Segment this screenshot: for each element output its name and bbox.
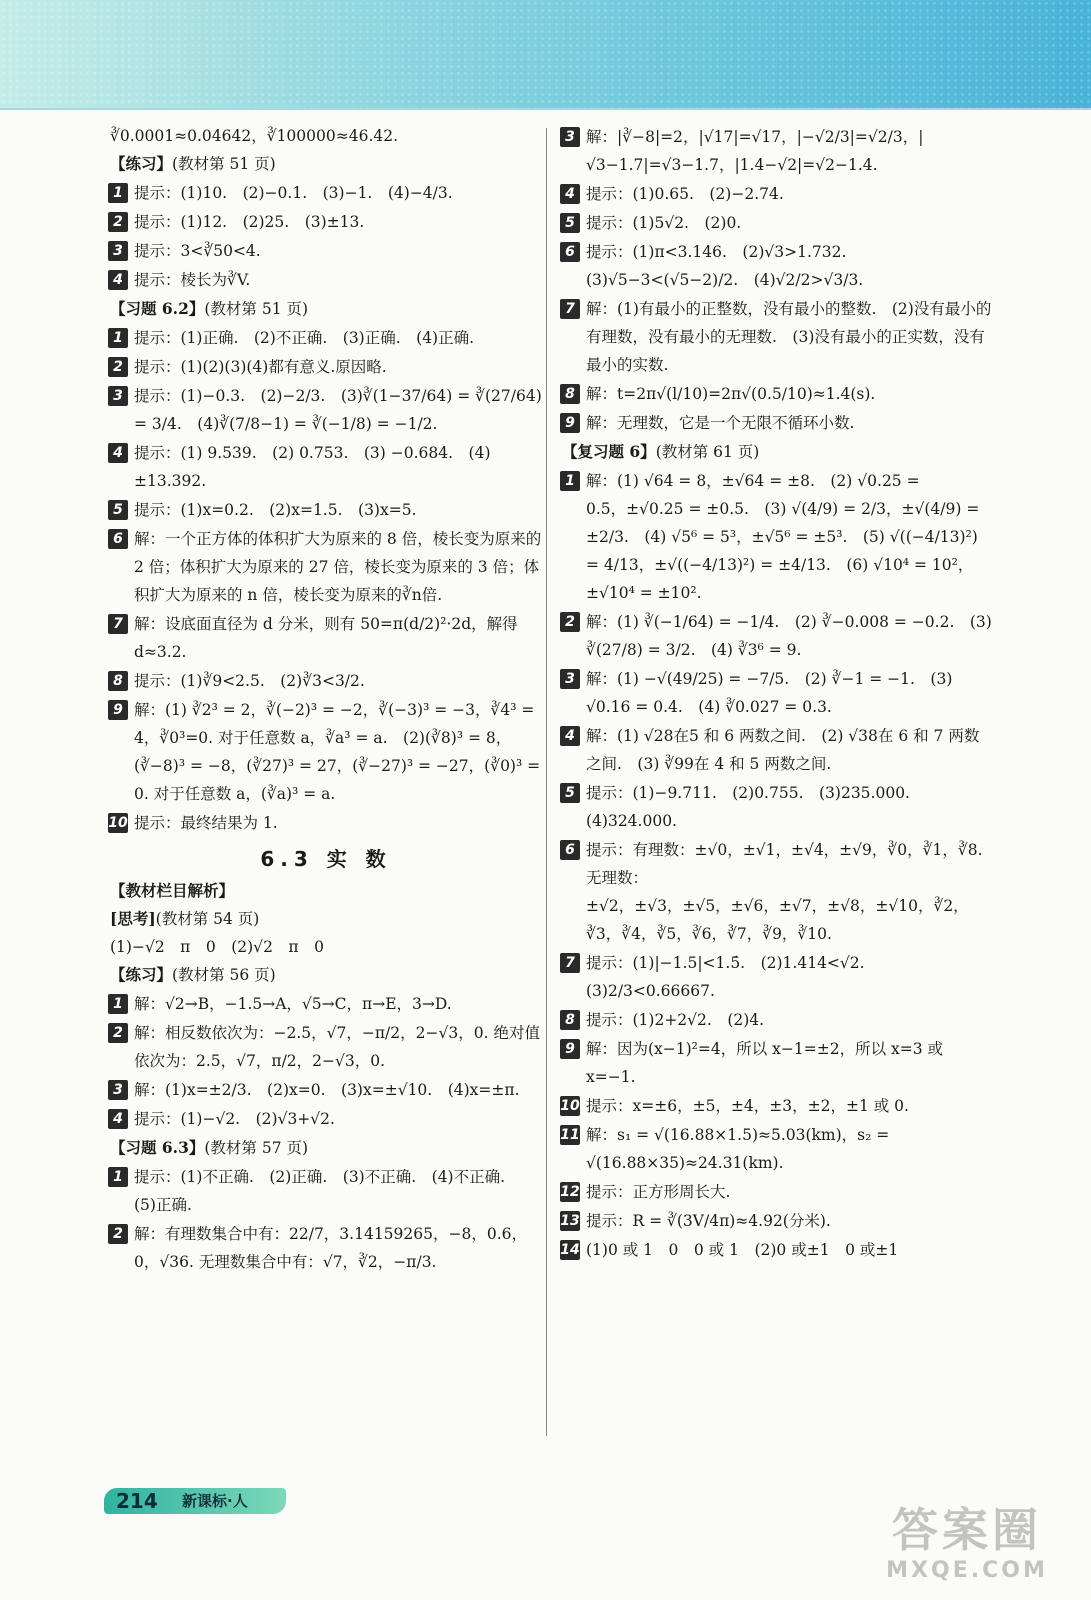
item-number-badge: 12 [560, 1184, 580, 1200]
watermark [857, 1502, 1077, 1592]
answer-item [562, 836, 992, 948]
answer-item [562, 1207, 992, 1235]
item-text: 提示：(1)−√2. (2)√3+√2. [134, 1110, 335, 1128]
item-text: 提示：(1)12. (2)25. (3)±13. [134, 213, 365, 231]
section-heading-label: 【练习】 [110, 154, 173, 173]
item-text: (1)0 或 1 0 0 或 1 (2)0 或±1 0 或±1 [586, 1241, 899, 1259]
item-number-badge: 4 [108, 270, 128, 290]
item-text: 解：|∛−8|=2，|√17|=√17，|−√2/3|=√2/3，|√3−1.7|=√3−1.7，|1.4−√2|=√2−1.4. [586, 128, 924, 174]
item-number-badge: 9 [108, 700, 128, 720]
answer-item [562, 209, 992, 237]
answer-item [110, 266, 542, 294]
answer-item [110, 1105, 542, 1133]
answer-item [110, 990, 542, 1018]
item-text: 解：(1) √28在5 和 6 两数之间. (2) √38在 6 和 7 两数之间. (3) ∛99在 4 和 5 两数之间. [586, 727, 980, 773]
section-heading-source: (教材第 56 页) [172, 966, 276, 984]
answer-item [110, 1019, 542, 1075]
item-text: 提示：(1)|−1.5|<1.5̇. (2)1.414<√2. (3)2/3<0.66667. [586, 954, 881, 1000]
section-heading-source: (教材第 57 页) [204, 1139, 309, 1157]
item-text: 提示：有理数：±√0，±√1，±√4，±√9，∛0，∛1，∛8. 无理数：±√2，±√3，±√5，±√6，±√7，±√8，±√10，∛2，∛3，∛4，∛5，∛6，∛7，∛9，∛10. [586, 841, 983, 943]
right-column [562, 122, 992, 1265]
answer-item [562, 295, 992, 379]
item-text: 解：(1) √64 = 8，±√64 = ±8. (2) √0.25 = 0.5，±√0.25 = ±0.5. (3) √(4/9) = 2/3，±√(4/9) = ±2/3. (4) √5⁶ = 5³，±√5⁶ = ±5³. (5) √((−4/13)²) = 4/13，±√((−4/13)²) = ±4/13. (6) √10⁴ = 10²，±√10⁴ = ±10². [586, 472, 980, 602]
section-heading-source: (教材第 54 页) [155, 910, 260, 928]
series-label: 新课标·人 [182, 1492, 248, 1510]
item-number-badge: 5 [108, 500, 128, 520]
item-number-badge: 2 [108, 357, 128, 377]
item-text: 解：相反数依次为：−2.5，√7，−π/2，2−√3，0. 绝对值依次为：2.5，√7，π/2，2−√3，0. [134, 1024, 540, 1070]
section-title: 6.3 实 数 [260, 847, 392, 871]
section-heading [110, 905, 542, 933]
answer-item [110, 610, 542, 666]
answer-item [110, 382, 542, 438]
item-text: 提示：(1)−0.3. (2)−2/3. (3)∛(1−37/64) = ∛(27/64) = 3/4. (4)∛(7/8−1) = ∛(−1/8) = −1/2. [134, 387, 542, 433]
item-number-badge: 3 [108, 241, 128, 261]
answer-item [110, 1076, 542, 1104]
item-text: 解：t=2π√(l/10)=2π√(0.5/10)≈1.4(s). [586, 385, 876, 403]
answer-item [562, 467, 992, 607]
section-heading [110, 1134, 542, 1162]
item-text: 解：s₁ = √(16.88×1.5)≈5.03(km)，s₂ = √(16.88×35)≈24.31(km). [586, 1126, 890, 1172]
item-text: 提示：(1)10. (2)−0.1. (3)−1. (4)−4/3. [134, 184, 453, 202]
answer-item [562, 409, 992, 437]
section-heading-label: 【复习题 6】 [562, 442, 656, 461]
item-number-badge: 7 [560, 299, 580, 319]
answer-item [110, 667, 542, 695]
item-number-badge: 14 [560, 1242, 580, 1258]
answer-item [110, 237, 542, 265]
item-text: 提示：(1) 9.539. (2) 0.753. (3) −0.684. (4)±13.392. [134, 444, 491, 490]
item-number-badge: 2 [108, 1224, 128, 1244]
section-heading-label: 【教材栏目解析】 [110, 881, 235, 900]
item-number-badge: 3 [108, 386, 128, 406]
answer-item [562, 1035, 992, 1091]
section-heading-label: 【练习】 [110, 965, 173, 984]
item-number-badge: 4 [108, 443, 128, 463]
answer-item [110, 353, 542, 381]
answer-item [562, 180, 992, 208]
item-number-badge: 8 [108, 671, 128, 691]
item-text: 提示：3<∛50<4. [134, 242, 261, 260]
item-text: 提示：(1)−9.711. (2)0.755. (3)235.000. (4)324.000. [586, 784, 926, 830]
answer-item [110, 1163, 542, 1219]
item-number-badge: 7 [560, 953, 580, 973]
section-heading [110, 150, 542, 178]
item-text: 提示：(1)x=0.2. (2)x=1.5. (3)x=5. [134, 501, 417, 519]
answer-item [562, 1178, 992, 1206]
answer-item [562, 238, 992, 294]
item-number-badge: 6 [560, 242, 580, 262]
item-number-badge: 4 [560, 184, 580, 204]
item-text: 提示：(1)0.65. (2)−2.74. [586, 185, 784, 203]
item-number-badge: 4 [560, 726, 580, 746]
item-number-badge: 5 [560, 783, 580, 803]
answer-item [562, 1121, 992, 1177]
section-heading-source: (教材第 51 页) [172, 155, 276, 173]
watermark-text: 答案圈 [892, 1503, 1042, 1557]
item-text: 提示：(1)(2)(3)(4)都有意义.原因略. [134, 358, 387, 376]
answer-item [562, 1006, 992, 1034]
header-banner [0, 0, 1091, 110]
left-column [110, 122, 542, 1277]
item-number-badge: 1 [560, 471, 580, 491]
item-number-badge: 3 [108, 1080, 128, 1100]
item-number-badge: 2 [108, 1023, 128, 1043]
answer-item [110, 496, 542, 524]
answer-item [562, 1092, 992, 1120]
item-number-badge: 3 [560, 127, 580, 147]
item-number-badge: 11 [560, 1127, 580, 1143]
answer-item [562, 123, 992, 179]
item-number-badge: 7 [108, 614, 128, 634]
item-number-badge: 6 [560, 840, 580, 860]
item-text: 提示：(1)π<3.146. (2)√3>1.732. (3)√5−3<(√5−2)/2. (4)√2/2>√3/3. [586, 243, 864, 289]
item-number-badge: 3 [560, 669, 580, 689]
text-line: ∛0.0001≈0.04642，∛100000≈46.42. [110, 127, 399, 145]
item-text: 提示：(1)5√2. (2)0. [586, 214, 742, 232]
answer-item [110, 809, 542, 837]
item-text: 提示：(1)∛9<2.5. (2)∛3<3/2. [134, 672, 365, 690]
section-heading-label: [思考] [110, 909, 156, 928]
column-divider [546, 128, 547, 1436]
item-text: 提示：最终结果为 1. [134, 814, 278, 832]
item-text: 解：设底面直径为 d 分米，则有 50=π(d/2)²·2d，解得 d≈3.2. [134, 615, 518, 661]
section-heading-label: 【习题 6.2】 [110, 299, 205, 318]
item-text: 提示：R = ∛(3V/4π)≈4.92(分米). [586, 1212, 831, 1230]
item-number-badge: 1 [108, 183, 128, 203]
item-text: 解：(1) ∛(−1/64) = −1/4. (2) ∛−0.008 = −0.2. (3) ∛(27/8) = 3/2. (4) ∛3⁶ = 9. [586, 613, 992, 659]
answer-item [562, 380, 992, 408]
section-heading [562, 438, 992, 466]
answer-item [110, 696, 542, 808]
text-line: (1)−√2 π 0 (2)√2 π 0 [110, 938, 324, 956]
answer-item [562, 779, 992, 835]
section-heading [110, 961, 542, 989]
item-text: 提示：x=±6，±5，±4，±3，±2，±1 或 0. [586, 1097, 909, 1115]
item-number-badge: 1 [108, 1167, 128, 1187]
item-number-badge: 1 [108, 328, 128, 348]
item-text: 解：因为(x−1)²=4，所以 x−1=±2，所以 x=3 或 x=−1. [586, 1040, 944, 1086]
item-text: 提示：(1)正确. (2)不正确. (3)正确. (4)正确. [134, 329, 475, 347]
answer-item [562, 608, 992, 664]
answer-item [110, 179, 542, 207]
item-text: 解：无理数，它是一个无限不循环小数. [586, 414, 855, 432]
item-text: 解：√2→B，−1.5→A，√5→C，π→E，3→D. [134, 995, 452, 1013]
item-number-badge: 6 [108, 529, 128, 549]
item-number-badge: 5 [560, 213, 580, 233]
section-heading-source: (教材第 51 页) [204, 300, 309, 318]
item-number-badge: 2 [108, 212, 128, 232]
answer-item [562, 722, 992, 778]
answer-item [562, 665, 992, 721]
section-heading [110, 295, 542, 323]
item-number-badge: 10 [560, 1098, 580, 1114]
item-text: 解：(1)有最小的正整数，没有最小的整数. (2)没有最小的有理数，没有最小的无理数. (3)没有最小的正实数，没有最小的实数. [586, 300, 992, 374]
item-number-badge: 10 [108, 815, 128, 831]
item-text: 提示：(1)不正确. (2)正确. (3)不正确. (4)不正确. (5)正确. [134, 1168, 521, 1214]
item-number-badge: 2 [560, 612, 580, 632]
item-text: 提示：(1)2+2√2. (2)4. [586, 1011, 765, 1029]
item-text: 解：一个正方体的体积扩大为原来的 8 倍，棱长变为原来的 2 倍；体积扩大为原来的 27 倍，棱长变为原来的 3 倍；体积扩大为原来的 n 倍，棱长变为原来的∛n倍. [134, 530, 542, 604]
item-text: 解：(1) ∛2³ = 2，∛(−2)³ = −2，∛(−3)³ = −3，∛4³ = 4，∛0³=0. 对于任意数 a，∛a³ = a. (2)(∛8)³ = 8，(∛−8)³ = −8，(∛27)³ = 27，(∛−27)³ = −27，(∛0)³ = 0. 对于任意数 a，(∛a)³ = a. [134, 701, 541, 803]
item-text: 解：(1)x=±2/3. (2)x=0. (3)x=±√10. (4)x=±π. [134, 1081, 520, 1099]
answer-item [110, 208, 542, 236]
answer-item [110, 525, 542, 609]
answer-item [110, 324, 542, 352]
section-heading [110, 877, 542, 905]
item-number-badge: 1 [108, 994, 128, 1014]
section-heading-source: (教材第 61 页) [655, 443, 760, 461]
item-number-badge: 13 [560, 1213, 580, 1229]
item-number-badge: 8 [560, 384, 580, 404]
answer-item [562, 1236, 992, 1264]
watermark-url: MXQE.COM [886, 1558, 1048, 1583]
item-number-badge: 9 [560, 413, 580, 433]
item-text: 解：(1) −√(49/25) = −7/5. (2) ∛−1 = −1. (3) √0.16 = 0.4. (4) ∛0.027 = 0.3. [586, 670, 953, 716]
item-text: 提示：正方形周长大. [586, 1183, 731, 1201]
page-footer [104, 1488, 286, 1514]
page-number: 214 [116, 1489, 158, 1513]
answer-item [110, 1220, 542, 1276]
section-heading-label: 【习题 6.3】 [110, 1138, 205, 1157]
answer-item [562, 949, 992, 1005]
item-text: 解：有理数集合中有：22/7，3.14159265，−8，0.6，0，√36. 无理数集合中有：√7，∛2，−π/3. [134, 1225, 527, 1271]
item-number-badge: 8 [560, 1010, 580, 1030]
answer-item [110, 439, 542, 495]
item-number-badge: 4 [108, 1109, 128, 1129]
item-number-badge: 9 [560, 1039, 580, 1059]
item-text: 提示：棱长为∛V. [134, 271, 251, 289]
